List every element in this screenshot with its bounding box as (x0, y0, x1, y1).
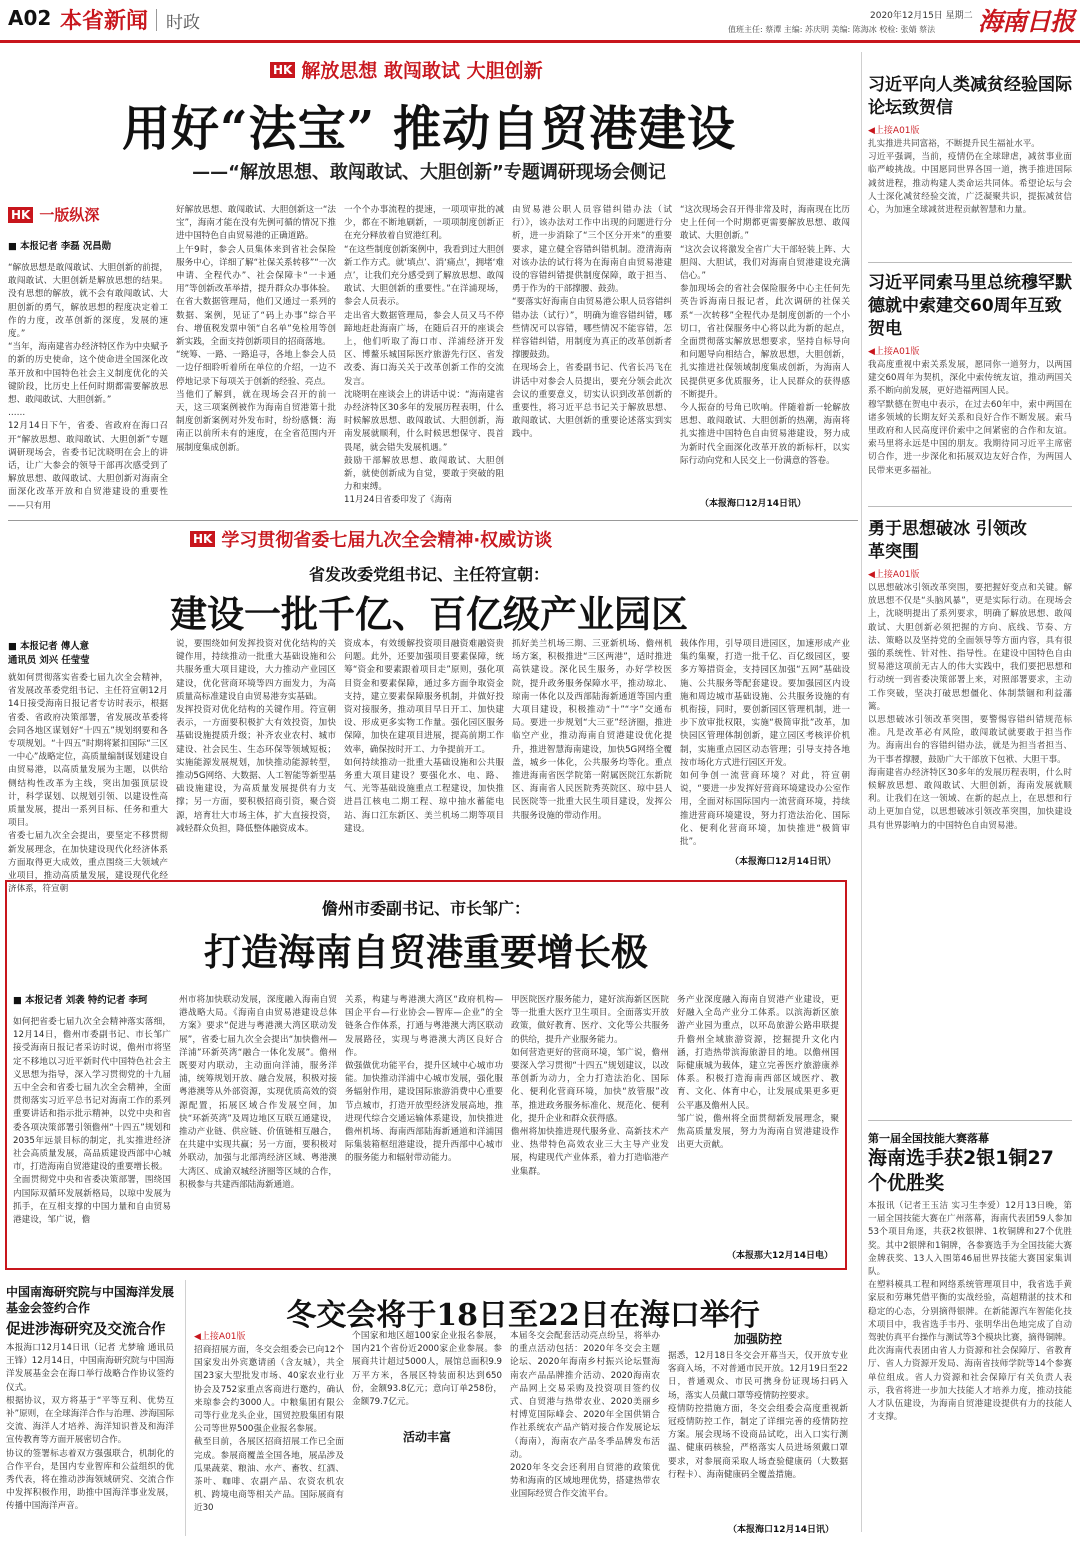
hk-badge-icon: HK (270, 62, 295, 78)
bottom-col-3: 本届冬交会配套活动亮点纷呈，将举办的重点活动包括：2020年冬交会主题论坛、2020年海南乡村振兴论坛暨海南农产品品牌推介活动、2020海南农产品网上交易采购及投资项目签约仪式、自贸港与热带农业、2020美丽乡村博览国际峰会、2020年全国供销合作社系统农产品产销对接合作发展论坛（海南），海南农产品冬季品牌发布活动。 2020年冬交会还利用自贸港的政策优势和海南的区域地理优势，搭建热带农业国际经贸合作交流平台。 (510, 1331, 660, 1500)
lead-col-5: “这次现场会召开得非常及时，海南现在比历史上任何一个时期都更需要解放思想、敢闯敢试、大胆创新。” “这次会议将激发全省广大干部轻装上阵、大胆闯、大胆试，我们对海南自贸港建设充满信心。” 参加现场会的省社会保险服务中心主任何先英告诉海南日报记者，此次调研的社保关系“一次转移”全程代办是制度创新的一个小切口，省社保服务中心将以此为新的起点，全面贯彻落实解放思想要求，坚持自标导向和问题导向相结合，解放思想，大胆创新，扎实推进社保领域制度集成创新，为海南人民提供更多优质服务，让人民群众的获得感不断提升。 今人振奋的号角已吹响。伴随着新一轮解放思想、敢闯敢试、大胆创新的热潮，海南将扎实推进中国特色自由贸易港建设，努力成为新时代全面深化改革开放的新标杆，以实际行动向党和人民交上一份满意的答卷。 (680, 205, 850, 466)
hk-badge-icon: HK (8, 207, 33, 223)
sidebar-story-kicker: 第一届全国技能大赛落幕 (868, 1132, 989, 1145)
third-headline: 打造海南自贸港重要增长极 (204, 930, 648, 974)
bottom-subhead-prevention: 加强防控 (733, 1332, 782, 1346)
sidebar-story-text: 扎实推进共同富裕，不断提升民生福祉水平。 习近平强调，当前，疫情仍在全球肆虐，减贫事业面临严峻挑战。中国愿同世界各国一道，携手推进国际减贫进程，推动构建人类命运共同体。希望论坛与会人士深化减贫经验交流，广泛凝聚共识，提振减贫信心，为加速全球减贫进程贡献智慧和力量。 (868, 139, 1072, 216)
lead-col-4: 由贸易港公职人员容错纠错办法（试行）》，该办法对工作中出现的问题进行分析，进一步消除了“三个区分开来”的重要要求，建立健全容错纠错机制。澄清海南对该办法的试行将为在海南自由贸易港建设的容错纠错提供制度保障，敢于担当、勇于作为的干部撑腰、鼓劲。 “要落实好海南自由贸易港公职人员容错纠错办法（试行）”，明确为谁容错纠错，哪些情况可以容错，哪些情况不能容错，怎样容错纠错，用制度为真正的改革创新者撑腰鼓劲。 在现场会上，省委副书记、代省长冯飞在讲话中对参会人员提出，要充分领会此次会议的重要意义，切实认识到改革创新的重要性，将习近平总书记关于解放思想、敢闯敢试、大胆创新的重要论述落实到实践中。 (512, 205, 672, 440)
third-col-4: 甲医院医疗服务能力，建好滨海新区医院等一批重大医疗卫生项目。全面落实开放政策，做好教育、医疗、文化等公共服务的供给，提升产业服务能力。 如何营造更好的营商环境，邹广说，儋州要深入学习贯彻“十四五”规划建议，以改革创新为动力，全力打造法治化、国际化、便利化营商环境，加快“放管服”改革，推进政务服务标准化、规范化、便利化，提升企业和群众获得感。 儋州将加快推进现代服务业、高新技术产业、热带特色高效农业三大主导产业发展，构建现代产业体系，着力打造临港产业集群。 (511, 995, 669, 1177)
third-col-2: 州市将加快联动发展，深度融入海南自贸港战略大局。《海南自由贸易港建设总体方案》要求“促进与粤港澳大湾区联动发展”，省委七届九次全会提出“加快儋州—洋浦”环新英湾“融合一体化发展”。儋州既要对内联动，主动面向洋浦，服务洋浦，统筹规划开放、融合发展，积极对接粤港澳等从外部资源，实现优质高效的资源配置，拓展区域合作发展空间，加快“环新英湾”及周边地区互联互通建设，推动产业链、供应链、价值链相互融合，在共建中实现共赢；另一方面，要积极对外联动，加强与北部湾经济区域、粤港澳大湾区、成渝双城经济圈等区域的合作，积极参与共建西部陆海新通道。 (179, 995, 337, 1190)
bottom-subhead-activities: 活动丰富 (402, 1430, 451, 1444)
lead-kicker: HK 解放思想 敢闯敢试 大胆创新 (270, 56, 543, 83)
third-byline: ■ 本报记者 刘袭 特约记者 李珂 (13, 995, 148, 1006)
bottom-dateline: （本报海口12月14日讯） (728, 1525, 835, 1535)
lead-tag: HK 一版纵深 (8, 204, 99, 225)
second-article (0, 522, 858, 895)
lead-headline: 用好“法宝” 推动自贸港建设 (122, 101, 736, 157)
second-headline: 建设一批千亿、百亿级产业园区 (170, 592, 688, 636)
second-dateline: （本报海口12月14日讯） (730, 857, 837, 867)
lead-byline: ■ 本报记者 李磊 况昌勋 (8, 241, 112, 252)
bottom-left-article (0, 1278, 180, 1538)
bottom-left-subtitle: 促进涉海研究及交流合作 (6, 1322, 166, 1338)
editor-credits: 值班主任: 蔡潭 主编: 苏庆明 美编: 陈海冰 校检: 张婧 蔡法 (728, 25, 936, 34)
lead-subhead: ——“解放思想、敢闯敢试、大胆创新”专题调研现场会侧记 (192, 162, 666, 183)
sidebar-story-2 (868, 272, 1072, 539)
lead-col-1: “解放思想是敢闯敢试、大胆创新的前提，敢闯敢试、大胆创新是解放思想的结果。没有思想的解放，就不会有敢闯敢试、大胆创新的勇气，解放思想的程度决定着工作的力度，改革创新的深度，发展的速度。” “当年，海南建省办经济特区作为中央赋予的新的历史使命，这个使命进全国深化改革开放和中国特色社会主义制度优化的关键阶段，比历史上任何时期都需要解放思想、敢闯敢试、大胆创新。” …… 12月14日下午，省委、省政府在海口召开“解放思想、敢闯敢试、大胆创新”专题调研现场会，省委书记沈晓明在会上的讲话，让广大参会的领导干部再次感受到了解放思想、敢闯敢试、大胆创新对海南全面深化改革开放和自贸港建设的重要性——只有用 (8, 263, 168, 511)
second-col-1: 就如何贯彻落实省委七届九次全会精神，省发展改革委党组书记、主任符宣朝12月14日接受海南日报记者专访时表示，根据省委、省政府决策部署，省发展改革委将会同各地区谋划好“十四五”规划纲要和各专项规划。“十四五”时期将紧扣国际“三区一中心”战略定位，高质量编制谋划建设自由贸易港，以高质量发展为主题，以供给侧结构性改革为主线，突出加强顶层设计，科学谋划、以规划引领、以建设性高质量发展，提出一系列目标、任务和重大项目。 省委七届九次全会提出，要坚定不移贯彻新发展理念，在加快建设现代化经济体系方面取得更大成效，重点围绕三大领域产业项目，推动高质量发展，建设现代化经济体系，符宣朝 (8, 673, 168, 895)
third-col-1: 如何把省委七届九次全会精神落实落细，12月14日，儋州市委副书记、市长邹广接受海南日报记者采访时说，儋州市将坚定不移地以习近平新时代中国特色社会主义思想为指导，深入学习贯彻党的十九届五中全会和省委七届九次全会精神，全面贯彻落实习近平总书记对海南工作的系列重要讲话和指示批示精神，以党中央和省委各项决策部署引领儋州“十四五”规划和2035年远景目标的制定，扎实推进经济社会高质量发展，高品质建设西部中心城市，打造海南自贸港建设的重要增长极。 全面贯彻党中央和省委决策部署，围绕国内国际双循环发展新格局，以琼中发展为抓手，在互相支撑的中国力量和自由贸易港建设，邹广说，儋 (13, 1017, 171, 1226)
sidebar-continued-link[interactable]: ◀上接A01版 (868, 126, 920, 136)
third-col-5: 务产业深度融入海南自贸港产业建设，更好融入全岛产业分工体系。以滨海新区旅游产业园为重点，以环岛旅游公路串联提升儋州全域旅游资源，挖掘提升文化内涵，打造热带滨海旅游目的地。以儋州国际健康城为载体，建立完善医疗旅游康养体系。积极打造海南西部区域医疗、教育、文化、体育中心，让发展成果更多更公平惠及儋州人民。 邹广说，儋州将全面贯彻新发展理念，聚焦高质量发展，努力为海南自贸港建设作出更大贡献。 (677, 995, 839, 1151)
issue-date: 2020年12月15日 星期二 (870, 11, 973, 21)
bottom-col-2: 个国家和地区超100家企业报名参展，国内21个省份近2000家企业参展。参展商共计超过5000人，展馆总面积9.9万平方米，各展区特装面积达到650份，金额93.8亿元；意向订单258份，金额79.7亿元。 (352, 1331, 502, 1408)
sidebar-story-4 (868, 1130, 1072, 1540)
third-article (5, 880, 847, 1270)
sidebar (868, 50, 1076, 1538)
hk-badge-icon: HK (190, 531, 215, 547)
bottom-col-4: 据悉，12月18日冬交会开幕当天，仅开放专业客商入场，不对普通市民开放。12月19日至22日，普通观众、市民可携身份证现场扫码入场，落实人员戴口罩等疫情防控要求。 疫情防控措施方面，冬交会组委会高度重视新冠疫情防控工作，制定了详细完善的疫情防控方案。展会现场不设商品试吃，出入口实行测温、健康码核验，严格落实人员进场须戴口罩要求，对参展商采取人场查验健康码（大数据行程卡）、海南健康码全覆盖措施。 (668, 1351, 848, 1480)
second-col-3: 资成本，有效缓解投资项目融资难融资贵问题。此外，还要加强项目要素保障，统筹“资金和要素跟着项目走”原则，强化项目资金和要素保障，通过多方面争取资金支持，建立要素保障服务机制，并做好投资对接服务，推动项目早日开工、加快建设、形成更多实物工作量。强化园区服务保障，加快在建项目进展，提高前期工作效率，确保按时开工、力争提前开工。 如何持续推动一批重大基础设施和公共服务重大项目建设？要强化水、电、路、气、光等基础设施重点工程建设，加快推进昌江核电二期工程、琼中抽水蓄能电站、海口江东新区、美兰机场二期等项目建设。 (344, 639, 504, 834)
sidebar-story-title: 海南选手获2银1铜27个优胜奖 (868, 1147, 1054, 1194)
sidebar-story-1 (868, 74, 1072, 258)
page-code: A02 (8, 6, 52, 30)
newspaper-masthead: 海南日报 (978, 7, 1075, 36)
sidebar-story-text: 我高度重视中索关系发展，愿同你一道努力，以两国建交60周年为契机，深化中索传统友谊，推动两国关系不断向前发展，更好造福两国人民。 穆罕默德在贺电中表示，在过去60年中，索中两国在诸多领域的长期友好关系和良好合作不断发展。索马里政府和人民高度评价索中之间紧密的合作和友谊。索马里将永远是中国的朋友。我期待同习近平主席密切合作，进一步深化和拓展双边友好合作，为两国人民带来更多福祉。 (868, 360, 1072, 476)
sidebar-story-title: 习近平向人类减贫经验国际论坛致贺信 (868, 75, 1072, 118)
bottom-col-1: 招商招展方面，冬交会组委会已向12个国家发出外宾邀请函（含友城），共全国23家大型批发市场、40家农业行业协会及752家重点客商进行邀约，确认来琼参会约3000人。中粮集团有限公司等行业龙头企业，国贸控股集团有限公司等世界500强企业报名参展。 截至目前，各展区招商招展工作已全面完成。参展商覆盖全国各地，展品涉及瓜果蔬菜、粮油、水产、畜牧、红酒、茶叶、咖啡、农副产品、农资农机农机、跨境电商等相关产品。国际展商有近30 (194, 1345, 344, 1514)
bottom-left-text: 本报海口12月14日讯（记者 尤梦瑜 通讯员 王锋）12月14日，中国南海研究院与中国海洋发展基金会在海口举行战略合作协议签约仪式。 根据协议，双方将基于“平等互利、优势互补”原则，在全球海洋合作与治理、涉海国际交流、海洋人才培养、海洋知识普及和海洋宣传教育等方面开展密切合作。 协议的签署标志着双方强强联合，机制化的合作平台，是国内专业智库和公益组织的优秀代表，将在推动涉海领域研究、交流合作中发挥积极作用，助推中国海洋事业发展，传播中国海洋声音。 (6, 1343, 174, 1512)
page-header (0, 0, 1080, 44)
sidebar-continued-link[interactable]: ◀上接A01版 (868, 570, 920, 580)
sidebar-continued-link[interactable]: ◀上接A01版 (868, 347, 920, 357)
third-pretitle: 儋州市委副书记、市长邹广： (321, 899, 530, 918)
second-col-4: 抓好美兰机场三期、三亚新机场、儋州机场方案，积极推进“三区两港”，适时推进高铁建设。深化民生服务，办好学校医院，提升政务服务保障水平，推动琼北、琼南一体化以及西部陆海新通道等国内重大项目建设，积极推动“十”“字”交通布局。要进一步规划“大三亚”经济圈，推进临空产业，推动海南自贸港建设优化提升，推进智慧海南建设，加快5G网络全覆盖，城乡一体化，公共服务均等化。重点推进海南省医学院第一附属医院江东新院区、海南省人民医院秀英院区、琼中县人民医院等一批重大民生项目建设，发挥公共服务设施的带动作用。 (512, 639, 672, 821)
third-col-3: 关系，构建与粤港澳大湾区“政府机构—国企平台—行业协会—智库—企业”的全链条合作体系，打通与粤港澳大湾区联动发展路径，实现与粤港澳大湾区良好合作。 做强做优功能平台，提升区域中心城市功能。加快推动洋浦中心城市发展，强化服务辐射作用，建设国际旅游消费中心重要节点城市，打造开放型经济发展高地，推进现代综合交通运输体系建设，加快推进儋州机场、海南西部陆海新通道和洋浦国际集装箱枢纽港建设，提升西部中心城市的服务能力和辐射带动能力。 (345, 995, 503, 1164)
second-pretitle: 省发改委党组书记、主任符宣朝： (308, 565, 549, 584)
section-title: 本省新闻 (60, 9, 149, 34)
lead-col-3: 一个个办事流程的提速，一项项审批的减少，都在不断地刷新，一项项制度创新正在充分释放着自贸港红利。 “在这些制度创新案例中，我看到过大胆创新工作方式。就‘填点’、消‘痛点’，拥堵‘难点’，让我们充分感受到了解放思想、敢闯敢试、大胆创新的重要性。”在洋浦现场，参会人员表示。 走出省大数据管理局，参会人员又马不停蹄地赶赴海南广场，在随后召开的座谈会上，他们听取了海口市、洋浦经济开发区、博鳌乐城国际医疗旅游先行区、省发改委、海口海关关于改革创新工作的交流发言。 沈晓明在座谈会上的讲话中说：“海南建省办经济特区30多年的发展历程表明，什么时候解放思想、敢闯敢试、大胆创新，海南发展就顺利，什么时候思想保守、畏首畏尾，就会错失发展机遇。” 鼓励干部解放思想、敢闯敢试、大胆创新，就使创新成为自觉，要敢于突破的阻力和束缚。 11月24日省委印发了《海南 (344, 205, 504, 506)
bottom-headline: 冬交会将于18日至22日在海口举行 (286, 1298, 760, 1333)
sidebar-story-title: 勇于思想破冰 引领改革突围 (868, 519, 1027, 562)
bottom-main-article (188, 1278, 858, 1538)
bottom-left-title: 中国南海研究院与中国海洋发展基金会签约合作 (6, 1285, 175, 1315)
second-kicker: HK 学习贯彻省委七届九次全会精神·权威访谈 (190, 526, 552, 552)
sidebar-story-text: 以思想破冰引领改革突围，要把握好变点和关键。解放思想不仅是“头脑风暴”，更是实际行动。在现场会上，沈晓明提出了系列要求，明确了解放思想、敢闯敢试、大胆创新必须把握的方向、底线、节奏、方法、策略以及坚持党的全面领导等方面内容，具有很强的系统性、针对性、指导性。在建设中国特色自由贸易港这项前无古人的伟大实践中，我们要把思想和行动统一到省委决策部署上来，对照部署要求，主动工作突破，坚决打破思想僵化、体制禁锢和利益藩篱。 以思想破冰引领改革突围，要警惕容错纠错规范标准。凡是改革必有风险，敢闯敢试就要敢于担当作为。海南出台的容错纠错办法，就是为担当者担当、为干事者撑腰，鼓励广大干部放下包袱、大胆干事。 海南建省办经济特区30多年的发展历程表明，什么时候解放思想、敢闯敢试、大胆创新，海南发展就顺利。让我们在这一领域、在新的起点上，在思想和行动上更加自觉，以思想破冰引领改革突围，加快建设具有世界影响力的中国特色自由贸易港。 (868, 583, 1072, 831)
third-dateline: （本报那大12月14日电） (727, 1251, 834, 1261)
bottom-continued-link[interactable]: ◀上接A01版 (194, 1332, 246, 1342)
sidebar-story-title: 习近平同索马里总统穆罕默德就中索建交60周年互致贺电 (868, 273, 1072, 339)
lead-col-2: 好解放思想、敢闯敢试、大胆创新这一“法宝”，海南才能在没有先例可循的情况下推进中国特色自由贸易港的正确道路。 上午9时，参会人员集体来到省社会保险服务中心，详细了解“社保关系转移”“一次申请、全程代办”、社会保障卡“一卡通用”等创新改革举措，提升群众办事体验。 在省大数据管理局，他们又通过一系列的数据、案例，见证了“码上办事”综合平台、增值税发票申领“自名单”免检用等创新实践，全面支持创新项目的招商落地。 “统筹、一路、一路追寻，各地上参会人员一边仔细聆听着所在单位的介绍，一边不停地记录下每项关于创新的经验、亮点。 当他们了解到，就在现场会召开的前一天，这三项案例被作为海南自贸港第十批制度创新案例对外发布时，纷纷感慨：海南正以前所未有的速度，在全省范围内开展制度集成创新。 (176, 205, 336, 453)
second-col-2: 说，要围绕如何发挥投资对优化结构的关键作用，持续推动一批重大基础设施和公共服务重大项目建设，大力推动产业园区建设，优化营商环境等四方面发力，为高质量高标准建设自由贸易港夯实基础。 发挥投资对优化结构的关键作用。符宣朝表示，一方面要积极扩大有效投资，加快基础设施提质升级；补齐农业农村、城市建设、社会民生、生态环保等领域短板；实施能源发展规划，加快推动能源转型，推动5G网络、大数据、人工智能等新型基础设施建设，为高质量发展提供有力支撑；另一方面，要积极招商引资，聚合资源，培育壮大市场主体，扩大直接投资，减轻群众负担，降低整体融资成本。 (176, 639, 336, 834)
second-byline: ■ 本报记者 傅人意 通讯员 刘兴 任莹莹 (8, 641, 90, 666)
second-col-5: 载体作用，引导项目进园区，加速形成产业集约集聚，打造一批千亿、百亿级园区，要多方筹措资金，支持园区加强“五网”基础设施、公共服务等配套建设。要加强园区内设施和周边城市基础设施、公共服务设施的有机衔接，同时，要创新园区管理机制，进一步下放审批权限，实施“极简审批”改革，加快园区管理体制创新，建立园区考核评价机制，实施重点园区动态管理；引导支持各地按市场化方式进行园区开发。 如何争创一流营商环境？对此，符宣朝说，“要进一步发挥好营商环境建设办公室作用，全面对标国际国内一流营商环境，持续推进营商环境建设，努力打造法治化、国际化、便利化营商环境，加快推进“极简审批”。 (680, 639, 850, 848)
section-subtitle: 时政 (166, 13, 200, 33)
lead-dateline: （本报海口12月14日讯） (700, 499, 807, 509)
lead-article (0, 50, 858, 520)
sidebar-story-3 (868, 518, 1072, 1102)
sidebar-story-text: 本报讯（记者王玉洁 实习生李爱）12月13日晚，第一届全国技能大赛在广州落幕，海南代表团59人参加53个项目角逐，共获2枚银牌、1枚铜牌和27个优胜奖。其中2银牌和1铜牌，各参赛选手为全国技能大赛金牌获奖、13人入围第46届世界技能大赛国家集训队。 在塑料模具工程和网络系统管理项目中，我省选手黄家辰和劳琳凭借平衡的实战经验，高超精湛的技术和稳定的心态，分别摘得银牌。在新能源汽车智能化技术项目中，我省选手韦丹、张明华出色地完成了自动驾驶仿真平台操作与测试等3个模块比赛，摘得铜牌。 此次海南代表团由省人力资源和社会保障厅、省教育厅、省人力资源开发局、海南省技师学院等14个参赛单位组成。省人力资源和社会保障厅有关负责人表示，我省将进一步加大技能人才培养力度，推动技能人才队伍建设，为海南自贸港建设提供有力的技能人才支撑。 (868, 1201, 1072, 1423)
